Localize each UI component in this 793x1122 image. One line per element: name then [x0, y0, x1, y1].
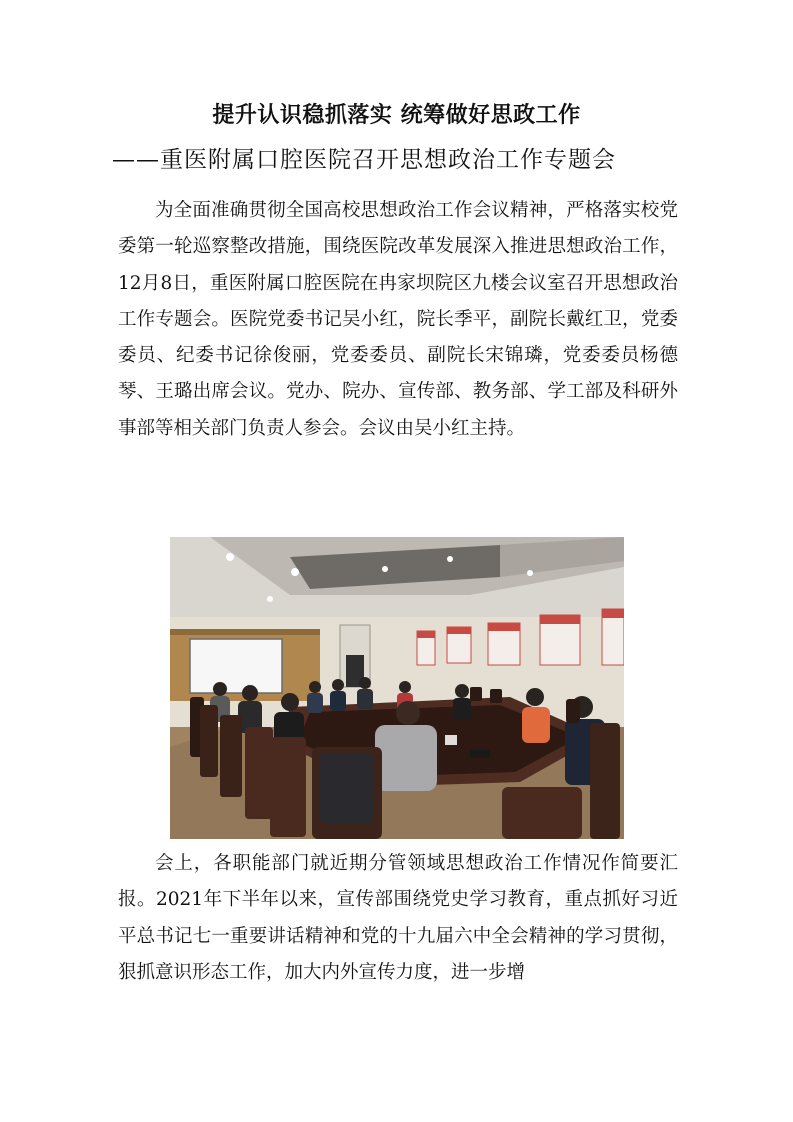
meeting-photo — [170, 537, 624, 839]
document-subtitle: ——重医附属口腔医院召开思想政治工作专题会 — [112, 147, 616, 173]
body-paragraph-1: 为全面准确贯彻全国高校思想政治工作会议精神，严格落实校党委第一轮巡察整改措施，围绕医院改革发展深入推进思想政治工作，12月8日，重医附属口腔医院在冉家坝院区九楼会议室召开思想政治工作专题会。医院党委书记吴小红，院长季平，副院长戴红卫，党委委员、纪委书记徐俊丽，党委委员、副院长宋锦璘，党委委员杨德琴、王璐出席会议。党办、院办、宣传部、教务部、学工部及科研外事部等相关部门负责人参会。会议由吴小红主持。 — [118, 200, 678, 439]
body-paragraph-2: 会上，各职能部门就近期分管领域思想政治工作情况作简要汇报。2021年下半年以来，宣传部围绕党史学习教育，重点抓好习近平总书记七一重要讲话精神和党的十九届六中全会精神的学习贯彻，狠抓意识形态工作，加大内外宣传力度，进一步增 — [118, 853, 678, 983]
document-title: 提升认识稳抓落实 统筹做好思政工作 — [212, 103, 581, 128]
